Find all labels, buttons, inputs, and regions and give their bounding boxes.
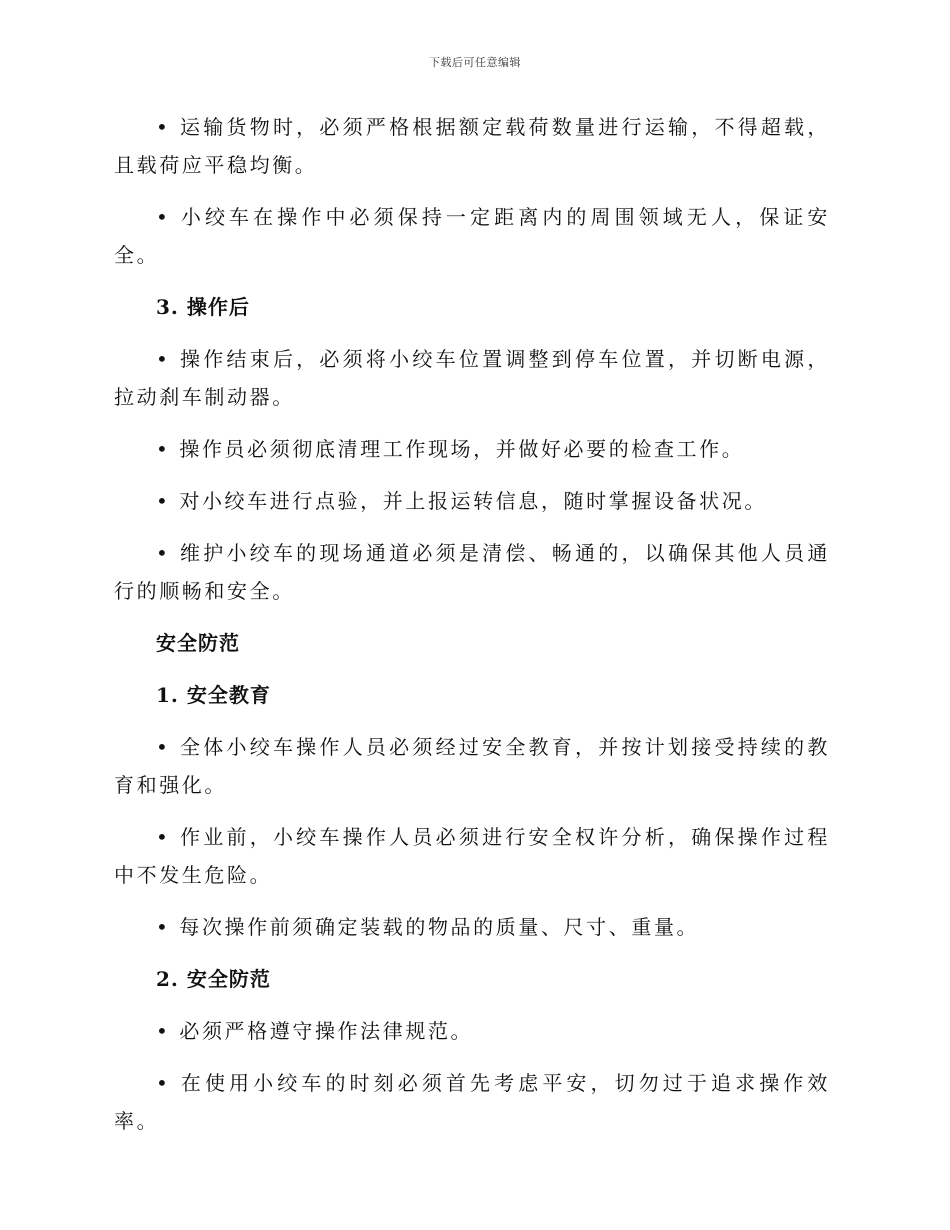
paragraph-load-check: • 每次操作前须确定装载的物品的质量、尺寸、重量。 (156, 915, 700, 939)
heading-safety-education: 1. 安全教育 (156, 683, 271, 707)
paragraph-inspection: • 对小绞车进行点验，并上报运转信息，随时掌握设备状况。 (156, 489, 767, 513)
heading-safety-measures: 2. 安全防范 (156, 967, 271, 991)
paragraph-risk-analysis: • 作业前，小绞车操作人员必须进行安全权许分析，确保操作过程中不发生危险。 (114, 825, 830, 887)
page-header: 下载后可任意编辑 (429, 56, 521, 69)
paragraph-training: • 全体小绞车操作人员必须经过安全教育，并按计划接受持续的教育和强化。 (114, 735, 830, 797)
heading-after-operation: 3. 操作后 (156, 295, 250, 319)
paragraph-clear-area: • 小绞车在操作中必须保持一定距离内的周围领域无人，保证安全。 (114, 205, 830, 267)
paragraph-cargo-load: • 运输货物时，必须严格根据额定载荷数量进行运输，不得超载，且载荷应平稳均衡。 (114, 115, 830, 177)
heading-safety-prevention: 安全防范 (156, 631, 240, 655)
paragraph-regulations: • 必须严格遵守操作法律规范。 (156, 1019, 474, 1043)
paragraph-clean-site: • 操作员必须彻底清理工作现场，并做好必要的检查工作。 (156, 437, 745, 461)
paragraph-safety-first: • 在使用小绞车的时刻必须首先考虑平安，切勿过于追求操作效率。 (114, 1071, 830, 1133)
document-body (114, 108, 830, 1154)
paragraph-passage: • 维护小绞车的现场通道必须是清偿、畅通的，以确保其他人员通行的顺畅和安全。 (114, 541, 830, 603)
paragraph-park-position: • 操作结束后，必须将小绞车位置调整到停车位置，并切断电源，拉动刹车制动器。 (114, 347, 830, 409)
